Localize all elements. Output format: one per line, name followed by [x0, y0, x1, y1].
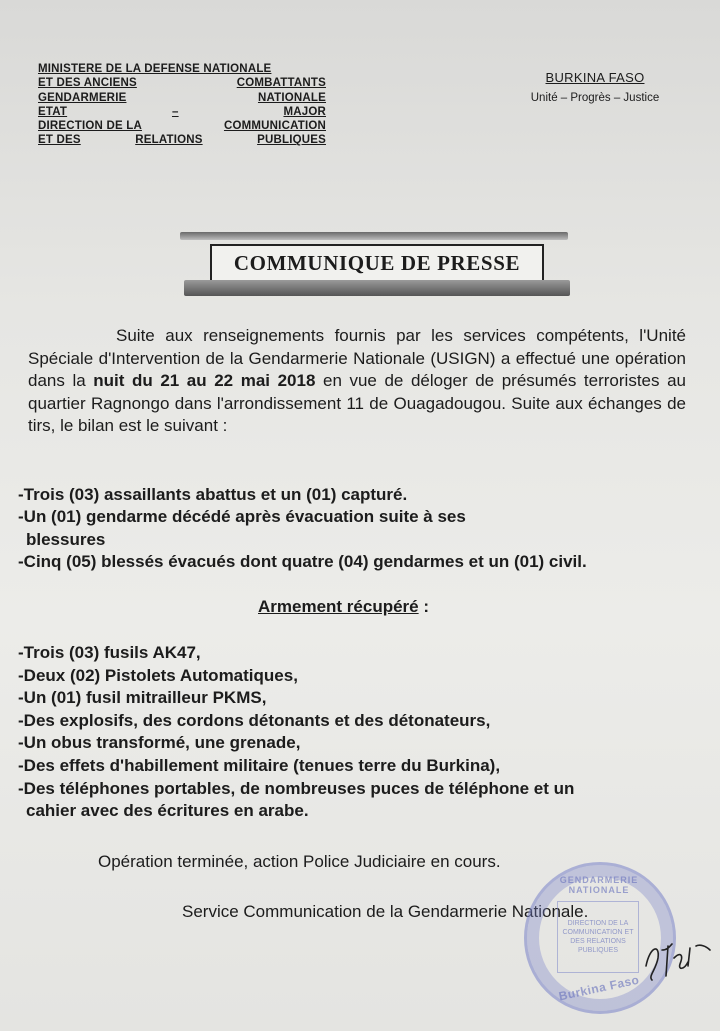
list-item: cahier avec des écritures en arabe. — [26, 801, 309, 821]
ministry-line — [38, 76, 326, 90]
title-banner — [180, 232, 570, 298]
ministry-line-segment: COMMUNICATION — [223, 120, 326, 133]
ministry-line-segment: – — [171, 105, 179, 118]
list-item: -Des effets d'habillement militaire (tenues terre du Burkina), — [18, 755, 501, 775]
ministry-line-segment: GENDARMERIE — [38, 91, 127, 104]
ministry-line-segment: DIRECTION DE LA — [38, 120, 142, 133]
ministry-line-segment: ET DES ANCIENS — [38, 77, 137, 90]
intro-text-2: en vue de déloger de présumés terroristes au quartier Ragnongo dans l'arrondissement 11 de Ouagadougou. Suite aux échanges de tirs, le bilan est le suivant : — [28, 371, 686, 436]
title-box — [210, 244, 544, 282]
closing-line: Opération terminée, action Police Judiciaire en cours. — [98, 852, 501, 871]
signature-line: Service Communication de la Gendarmerie Nationale. — [182, 902, 589, 921]
country-header — [500, 70, 690, 104]
ministry-line — [38, 62, 326, 76]
stamp-inner-text: DIRECTION DE LA COMMUNICATION ET DES RELATIONS PUBLIQUES — [557, 901, 639, 973]
armament-heading-colon: : — [418, 597, 430, 616]
country-name: BURKINA FASO — [545, 70, 645, 85]
banner-bottom-bar — [184, 280, 570, 296]
ministry-line-segment: ET DES — [38, 134, 81, 147]
page-title: COMMUNIQUE DE PRESSE — [233, 250, 521, 275]
list-item: -Cinq (05) blessés évacués dont quatre (04) gendarmes et un (01) civil. — [18, 552, 587, 572]
intro-text-1: Suite aux renseignements fournis par les services compétents, l'Unité Spéciale d'Intervention de la Gendarmerie Nationale (USIGN) a effectué une opération dans la — [28, 326, 686, 391]
stamp-ring-bottom: Burkina Faso — [557, 972, 641, 1004]
list-item: -Un obus transformé, une grenade, — [18, 733, 301, 753]
country-motto: Unité – Progrès – Justice — [530, 92, 660, 104]
list-item: -Un (01) fusil mitrailleur PKMS, — [18, 688, 267, 708]
ministry-line — [38, 119, 326, 133]
banner-top-bar — [180, 232, 568, 240]
ministry-line-segment: NATIONALE — [257, 91, 326, 104]
handwritten-signature — [640, 936, 720, 986]
ministry-line-segment: COMBATTANTS — [236, 77, 326, 90]
armament-list — [18, 642, 708, 823]
toll-list — [18, 484, 698, 574]
armament-heading — [258, 597, 429, 617]
ministry-line — [38, 91, 326, 105]
ministry-line-segment: RELATIONS — [135, 134, 203, 147]
ministry-line — [38, 105, 326, 119]
list-item: -Deux (02) Pistolets Automatiques, — [18, 665, 298, 685]
ministry-line-segment: MAJOR — [283, 105, 326, 118]
ministry-line-segment: PUBLIQUES — [257, 134, 326, 147]
list-item: -Trois (03) fusils AK47, — [18, 643, 201, 662]
ministry-line-segment: ETAT — [38, 105, 68, 118]
intro-paragraph — [28, 325, 686, 438]
ministry-header — [38, 62, 326, 148]
list-item: -Des explosifs, des cordons détonants et des détonateurs, — [18, 710, 491, 730]
ministry-line — [38, 133, 326, 147]
list-item: -Des téléphones portables, de nombreuses puces de téléphone et un — [18, 778, 575, 798]
ministry-line-segment: MINISTERE DE LA DEFENSE NATIONALE — [38, 63, 272, 75]
list-item: blessures — [26, 529, 106, 549]
list-item: -Trois (03) assaillants abattus et un (01) capturé. — [18, 485, 408, 504]
list-item: -Un (01) gendarme décédé après évacuation suite à ses — [18, 507, 466, 527]
armament-heading-text: Armement récupéré — [258, 597, 419, 616]
intro-date: nuit du 21 au 22 mai 2018 — [93, 371, 316, 391]
stamp-ring-top: GENDARMERIE NATIONALE — [559, 875, 639, 895]
